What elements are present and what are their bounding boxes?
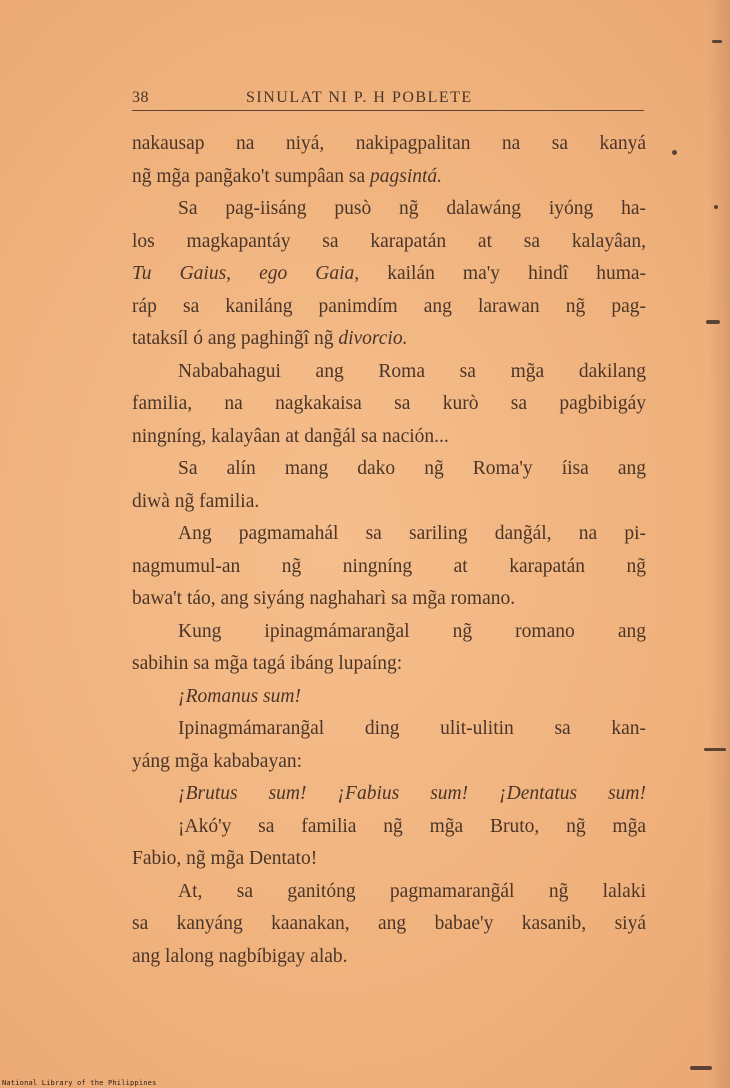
text-segment: ng̃ mg̃a pang̃ako't sumpâan sa	[132, 165, 366, 187]
paragraph-start: Kung ipinagmámarang̃al ng̃ romano ang	[178, 620, 646, 642]
text-line: diwà ng̃ familia.	[132, 490, 260, 512]
latin-phrase: Tu Gaius, ego Gaia,	[132, 263, 360, 284]
paragraph-start: Ipinagmámarang̃al ding ulit-ulitin sa kan-	[178, 718, 646, 739]
page-edge-shadow	[708, 0, 730, 1088]
latin-exclamation: ¡Romanus sum!	[178, 685, 301, 707]
paper-speck	[714, 205, 718, 209]
text-line: sa kanyáng kaanakan, ang babae'y kasanib, siyá	[132, 913, 646, 934]
text-line: ráp sa kaniláng panimdím ang larawan ng̃ pag-	[132, 295, 646, 317]
paper-speck	[672, 150, 677, 155]
text-line: familia, na nagkakaisa sa kurò sa pagbibigáy	[132, 393, 646, 414]
paragraph-start: At, sa ganitóng pagmamarang̃ál ng̃ lalaki	[178, 880, 646, 902]
running-head: SINULAT NI P. H POBLETE	[246, 89, 473, 106]
paper-speck	[704, 748, 726, 751]
paper-speck	[706, 320, 720, 324]
library-watermark: National Library of the Philippines	[2, 1079, 157, 1087]
text-line: sabihin sa mg̃a tagá ibáng lupaíng:	[132, 653, 403, 674]
paragraph-start: Sa pag-iisáng pusò ng̃ dalawáng iyóng ha-	[178, 198, 646, 219]
text-line: yáng mg̃a kababayan:	[132, 750, 303, 772]
page-header	[132, 86, 644, 111]
text-line	[132, 258, 646, 291]
latin-exclamation: ¡Brutus sum! ¡Fabius sum! ¡Dentatus sum!	[178, 783, 646, 804]
text-line: ningníng, kalayâan at dang̃ál sa nación...	[132, 425, 449, 447]
paper-speck	[712, 40, 722, 43]
paragraph-start: Ang pagmamahál sa sariling dang̃ál, na pi-	[178, 523, 646, 544]
paragraph-start: Nababahagui ang Roma sa mg̃a dakilang	[178, 360, 646, 382]
text-line: Fabio, ng̃ mg̃a Dentato!	[132, 848, 318, 869]
text-line	[132, 323, 646, 356]
text-line	[132, 161, 646, 194]
page-body	[132, 128, 646, 973]
italic-word: divorcio.	[338, 328, 408, 349]
paragraph-start: ¡Akó'y sa familia ng̃ mg̃a Bruto, ng̃ mg̃a	[178, 815, 646, 837]
page-number: 38	[132, 89, 149, 106]
text-segment: tataksíl ó ang paghing̃î ng̃	[132, 328, 334, 349]
paragraph-start: Sa alín mang dako ng̃ Roma'y íisa ang	[178, 458, 646, 479]
text-segment: kailán ma'y hindî huma-	[387, 263, 647, 284]
text-line: ang lalong nagbíbigay alab.	[132, 945, 348, 967]
text-line: nakausap na niyá, nakipagpalitan na sa kanyá	[132, 133, 646, 154]
text-line: los magkapantáy sa karapatán at sa kalayâan,	[132, 230, 646, 252]
text-line: bawa't táo, ang siyáng naghaharì sa mg̃a romano.	[132, 588, 516, 609]
text-line: nagmumul-an ng̃ ningníng at karapatán ng̃	[132, 555, 646, 577]
paper-speck	[690, 1066, 712, 1070]
italic-word: pagsintá.	[370, 165, 443, 187]
